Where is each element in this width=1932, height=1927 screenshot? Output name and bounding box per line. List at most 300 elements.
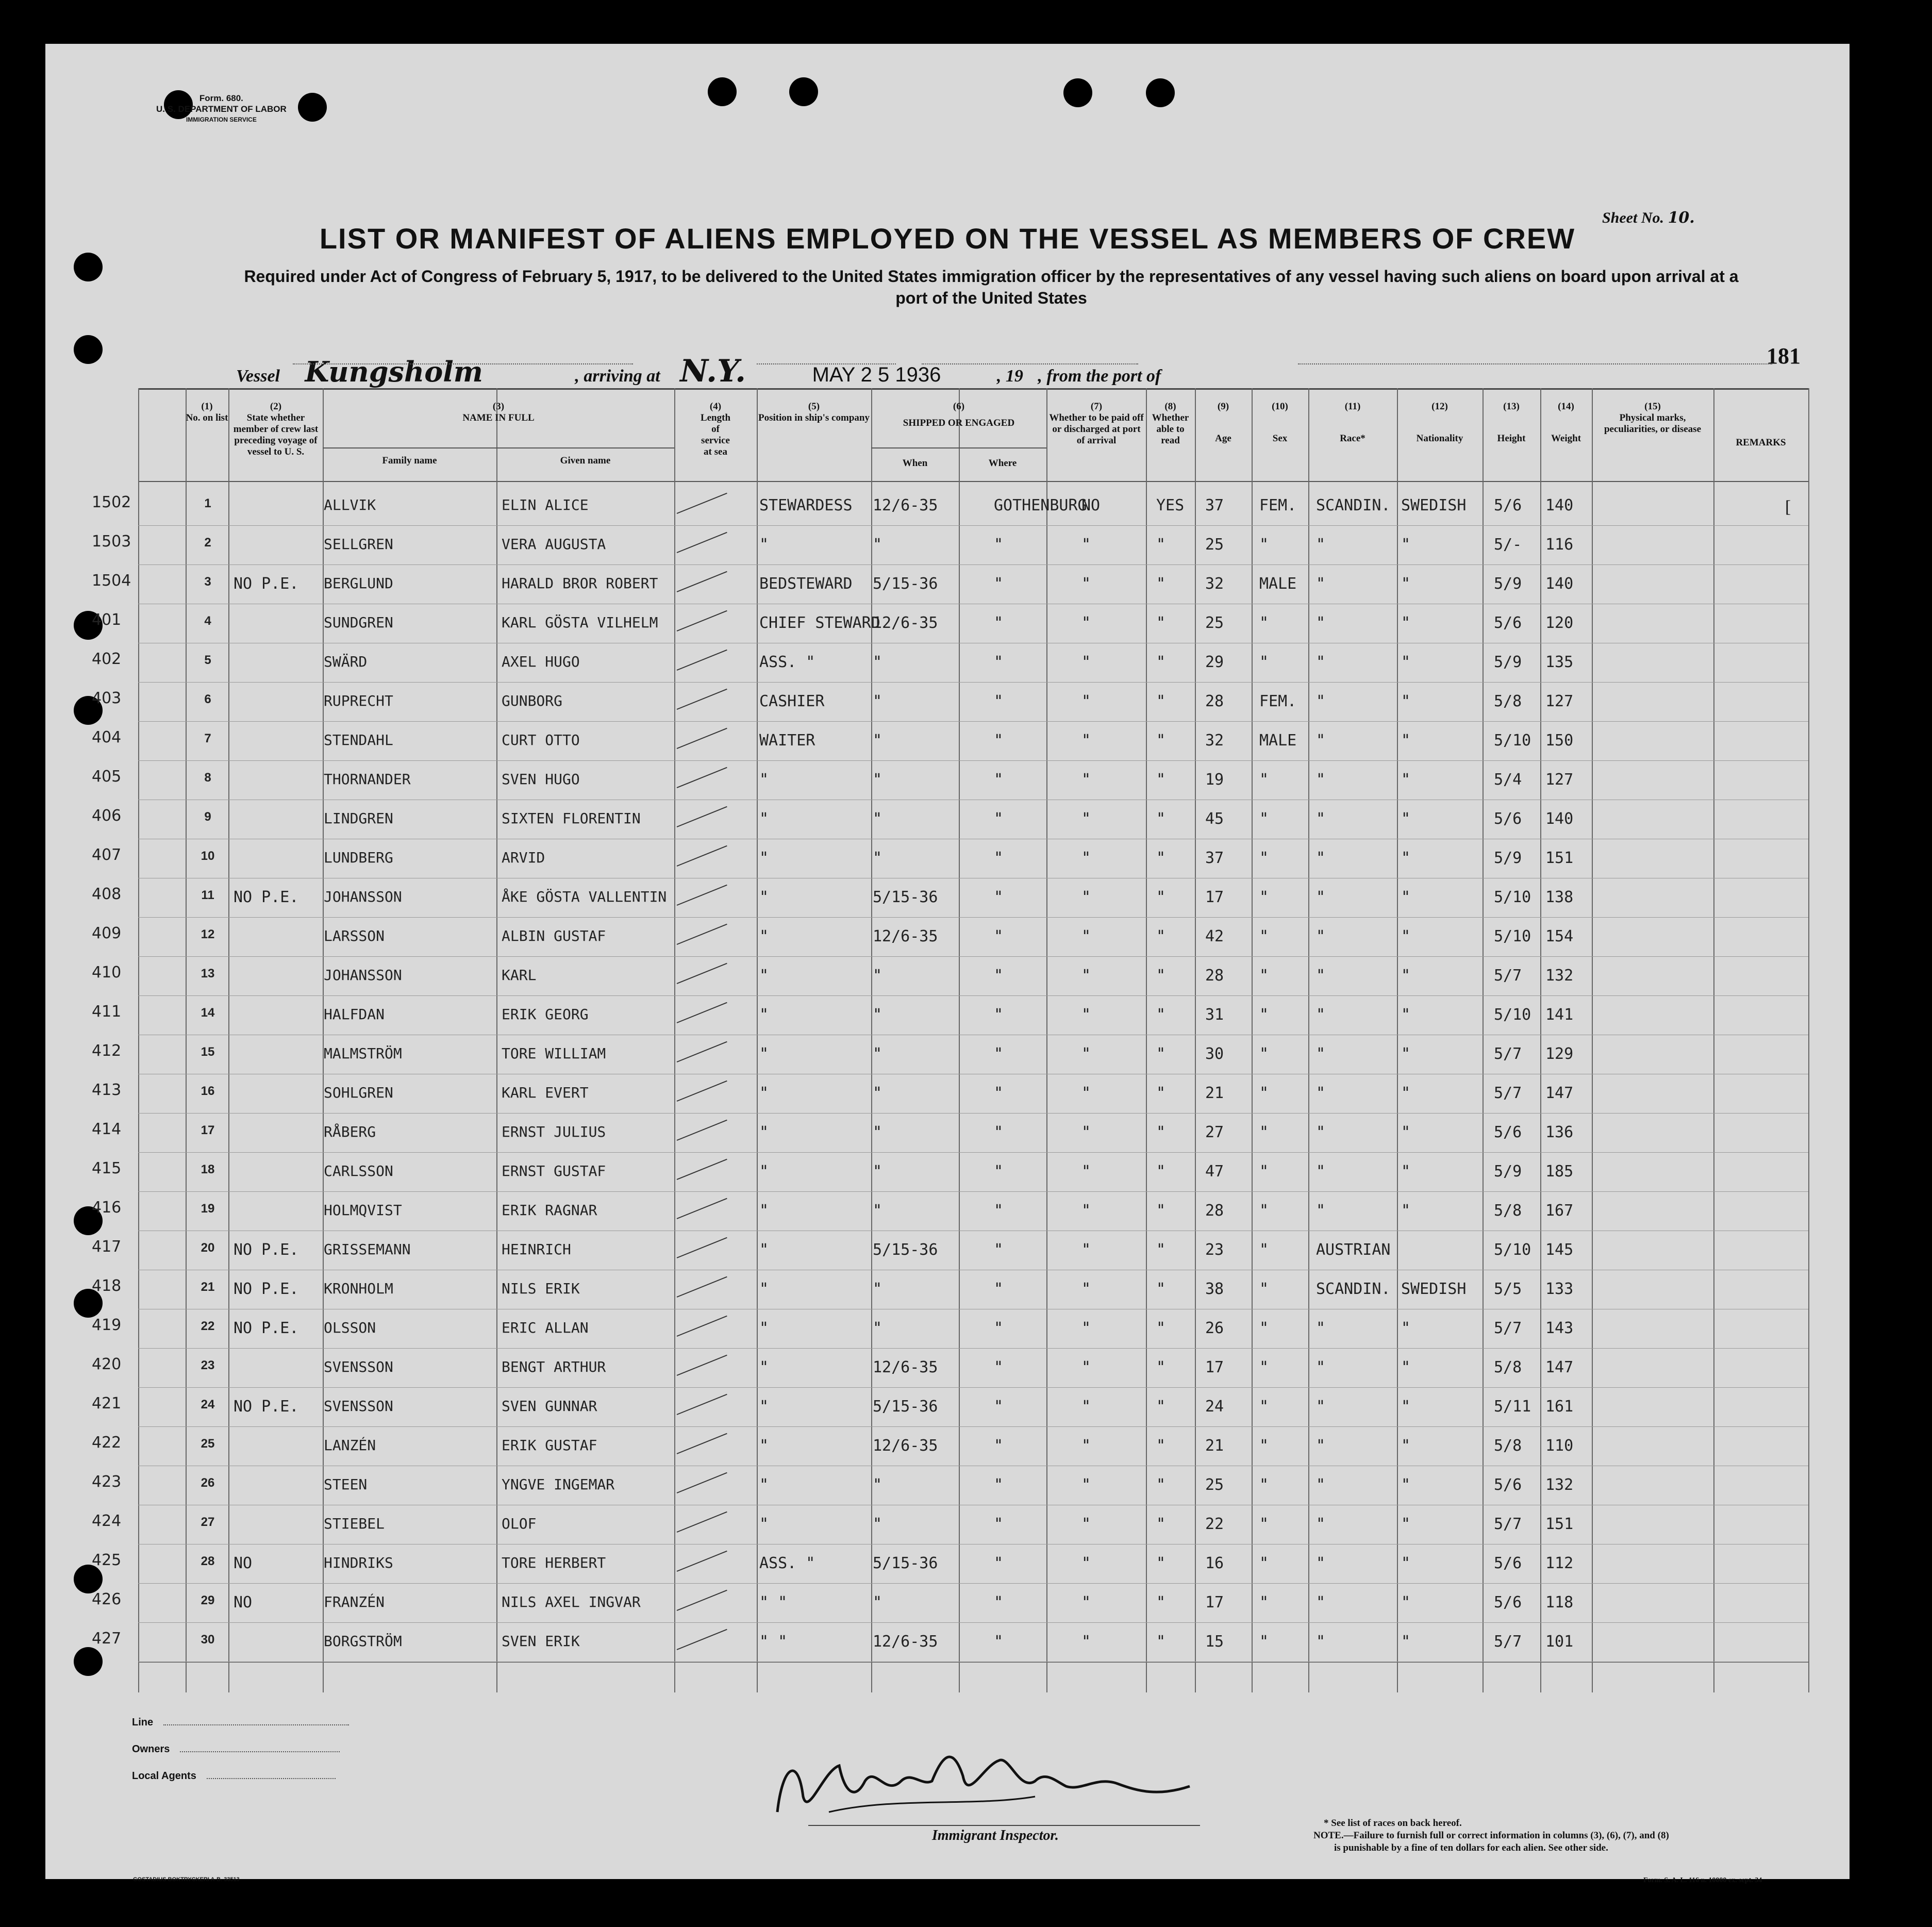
cell-nationality: " — [1401, 575, 1411, 593]
from-port-label: , from the port of — [1038, 367, 1161, 386]
cell-sex: FEM. — [1259, 692, 1297, 710]
cell-height: 5/6 — [1494, 810, 1522, 828]
row-reference-number: 403 — [92, 689, 122, 707]
cell-row-number: 16 — [201, 1084, 215, 1098]
col-number-label: (2) — [270, 401, 282, 412]
row-reference-number: 408 — [92, 885, 122, 903]
cell-nationality: " — [1401, 653, 1411, 671]
owners-label: Owners — [132, 1743, 170, 1755]
cell-shipped-when: " — [873, 1476, 882, 1494]
cell-given-name: GUNBORG — [502, 692, 563, 709]
col-number-label: (8) — [1164, 401, 1176, 412]
cell-weight: 127 — [1545, 692, 1574, 710]
cell-shipped-where: " — [994, 1633, 1004, 1651]
cell-shipped-where: " — [994, 1123, 1004, 1141]
cell-paid-off: " — [1081, 1398, 1091, 1416]
cell-age: 30 — [1205, 1045, 1224, 1063]
cell-sex: MALE — [1259, 732, 1297, 750]
col-head-length-of-service — [674, 401, 757, 458]
cell-nationality: " — [1401, 1045, 1411, 1063]
row-reference-number: 416 — [92, 1199, 122, 1217]
col-head-height — [1483, 401, 1540, 444]
row-reference-number: 407 — [92, 846, 122, 864]
cell-row-number: 3 — [204, 575, 211, 589]
footnote — [1313, 1817, 1669, 1854]
cell-given-name: YNGVE INGEMAR — [502, 1476, 615, 1493]
cell-row-number: 30 — [201, 1633, 215, 1647]
cell-nationality: " — [1401, 771, 1411, 789]
col-head-paid-off — [1047, 401, 1145, 446]
cell-sex: " — [1259, 1554, 1269, 1572]
row-reference-number: 427 — [92, 1630, 122, 1648]
service-tick-mark — [677, 493, 727, 514]
cell-family-name: THORNANDER — [324, 771, 411, 788]
cell-height: 5/9 — [1494, 575, 1522, 593]
cell-weight: 161 — [1545, 1398, 1574, 1416]
cell-nationality: " — [1401, 810, 1411, 828]
row-reference-number: 1503 — [92, 533, 131, 551]
cell-family-name: LANZÉN — [324, 1437, 376, 1454]
cell-nationality: " — [1401, 1084, 1411, 1102]
cell-shipped-where: " — [994, 1593, 1004, 1612]
cell-sex: " — [1259, 849, 1269, 867]
cell-previous-voyage: NO — [234, 1593, 253, 1612]
cell-given-name: ALBIN GUSTAF — [502, 927, 606, 944]
col-rule — [138, 388, 139, 1692]
col-rule — [757, 388, 758, 1692]
cell-given-name: ERIK GUSTAF — [502, 1437, 597, 1454]
col-rule — [1713, 388, 1714, 1692]
cell-able-to-read: " — [1156, 1006, 1166, 1024]
cell-given-name: ELIN ALICE — [502, 496, 589, 513]
service-tick-mark — [677, 1276, 727, 1298]
cell-height: 5/8 — [1494, 692, 1522, 710]
cell-sex: " — [1259, 1319, 1269, 1337]
row-reference-number: 424 — [92, 1512, 122, 1530]
cell-race: " — [1316, 1554, 1326, 1572]
cell-shipped-where: " — [994, 1515, 1004, 1533]
cell-given-name: ERIK RAGNAR — [502, 1202, 597, 1219]
cell-weight: 116 — [1545, 536, 1574, 554]
cell-paid-off: " — [1081, 1006, 1091, 1024]
cell-sex: " — [1259, 1045, 1269, 1063]
cell-race: " — [1316, 1123, 1326, 1141]
cell-shipped-where: " — [994, 575, 1004, 593]
cell-able-to-read: " — [1156, 849, 1166, 867]
cell-nationality: " — [1401, 536, 1411, 554]
cell-position: " — [759, 1515, 769, 1533]
cell-height: 5/10 — [1494, 1241, 1531, 1259]
cell-race: " — [1316, 1398, 1326, 1416]
cell-age: 47 — [1205, 1162, 1224, 1181]
cell-paid-off: " — [1081, 1515, 1091, 1533]
cell-shipped-when: " — [873, 1280, 882, 1298]
cell-shipped-when: 12/6-35 — [873, 1633, 938, 1651]
cell-paid-off: NO — [1081, 496, 1101, 514]
punch-hole — [74, 335, 103, 364]
cell-age: 42 — [1205, 927, 1224, 945]
cell-sex: " — [1259, 1162, 1269, 1181]
cell-paid-off: " — [1081, 614, 1091, 632]
cell-family-name: HINDRIKS — [324, 1554, 393, 1571]
col-title: State whether member of crew last preceding voyage of vessel to U. S. — [233, 412, 319, 457]
col-title: Whether able to read — [1152, 412, 1189, 446]
sheet-number-value: 10. — [1668, 209, 1695, 227]
cell-given-name: SIXTEN FLORENTIN — [502, 810, 641, 827]
cell-nationality: " — [1401, 967, 1411, 985]
cell-age: 24 — [1205, 1398, 1224, 1416]
cell-weight: 140 — [1545, 575, 1574, 593]
vessel-name: Kungsholm — [305, 355, 483, 388]
cell-able-to-read: " — [1156, 1123, 1166, 1141]
service-tick-mark — [677, 1511, 727, 1533]
cell-family-name: SWÄRD — [324, 653, 368, 670]
cell-sex: " — [1259, 1202, 1269, 1220]
col-number-label: (9) — [1217, 401, 1229, 412]
cell-given-name: ERNST GUSTAF — [502, 1162, 606, 1180]
row-reference-number: 402 — [92, 650, 122, 668]
cell-weight: 141 — [1545, 1006, 1574, 1024]
row-rule — [138, 995, 1808, 996]
cell-paid-off: " — [1081, 771, 1091, 789]
cell-weight: 101 — [1545, 1633, 1574, 1651]
footnote-note: NOTE.—Failure to furnish full or correct information in columns (3), (6), (7), and (8) — [1313, 1830, 1669, 1841]
cell-nationality: SWEDISH — [1401, 1280, 1467, 1298]
table-top-rule — [138, 388, 1808, 390]
cell-sex: " — [1259, 810, 1269, 828]
cell-age: 27 — [1205, 1123, 1224, 1141]
cell-race: " — [1316, 1162, 1326, 1181]
service-tick-mark — [677, 963, 727, 984]
cell-nationality: " — [1401, 888, 1411, 906]
cell-weight: 140 — [1545, 496, 1574, 514]
service-tick-mark — [677, 1316, 727, 1337]
cell-age: 21 — [1205, 1084, 1224, 1102]
cell-shipped-when: " — [873, 536, 882, 554]
row-reference-number: 413 — [92, 1081, 122, 1099]
cell-row-number: 20 — [201, 1241, 215, 1255]
cell-height: 5/8 — [1494, 1437, 1522, 1455]
cell-family-name: SUNDGREN — [324, 614, 393, 631]
cell-able-to-read: " — [1156, 1633, 1166, 1651]
row-reference-number: 405 — [92, 768, 122, 786]
cell-shipped-when: " — [873, 692, 882, 710]
row-reference-number: 418 — [92, 1277, 122, 1295]
cell-row-number: 9 — [204, 810, 211, 824]
row-reference-number: 417 — [92, 1238, 122, 1256]
col-number-label: (12) — [1431, 401, 1448, 412]
cell-shipped-where: " — [994, 1476, 1004, 1494]
cell-height: 5/5 — [1494, 1280, 1522, 1298]
cell-given-name: ÅKE GÖSTA VALLENTIN — [502, 888, 667, 905]
cell-weight: 135 — [1545, 653, 1574, 671]
cell-race: " — [1316, 692, 1326, 710]
row-reference-number: 401 — [92, 611, 122, 629]
cell-weight: 140 — [1545, 810, 1574, 828]
row-rule — [138, 525, 1808, 526]
col-title: Whether to be paid off or discharged at port of arrival — [1049, 412, 1144, 446]
cell-nationality: " — [1401, 1202, 1411, 1220]
col-head-given-name: Given name — [560, 455, 611, 466]
cell-shipped-when: " — [873, 1123, 882, 1141]
cell-position: " — [759, 849, 769, 867]
cell-given-name: KARL EVERT — [502, 1084, 589, 1101]
cell-age: 37 — [1205, 849, 1224, 867]
punch-hole — [298, 93, 327, 122]
cell-position: " — [759, 1241, 769, 1259]
cell-shipped-when: 12/6-35 — [873, 614, 938, 632]
cell-sex: " — [1259, 1280, 1269, 1298]
cell-family-name: GRISSEMANN — [324, 1241, 411, 1258]
cell-age: 17 — [1205, 1593, 1224, 1612]
cell-paid-off: " — [1081, 653, 1091, 671]
cell-family-name: CARLSSON — [324, 1162, 393, 1180]
cell-nationality: " — [1401, 927, 1411, 945]
cell-weight: 154 — [1545, 927, 1574, 945]
cell-sex: MALE — [1259, 575, 1297, 593]
cell-age: 22 — [1205, 1515, 1224, 1533]
cell-position: BEDSTEWARD — [759, 575, 853, 593]
manifest-sheet — [45, 44, 1850, 1884]
cell-weight: 136 — [1545, 1123, 1574, 1141]
cell-shipped-where: " — [994, 653, 1004, 671]
cell-paid-off: " — [1081, 1633, 1091, 1651]
cell-shipped-where: " — [994, 536, 1004, 554]
col-head-when: When — [902, 458, 928, 469]
cell-able-to-read: " — [1156, 1515, 1166, 1533]
row-rule — [138, 1113, 1808, 1114]
cell-age: 15 — [1205, 1633, 1224, 1651]
cell-nationality: " — [1401, 614, 1411, 632]
cell-row-number: 22 — [201, 1319, 215, 1333]
cell-age: 32 — [1205, 575, 1224, 593]
cell-position: WAITER — [759, 732, 815, 750]
col-title: Age — [1215, 433, 1231, 444]
cell-family-name: SVENSSON — [324, 1358, 393, 1375]
row-reference-number: 425 — [92, 1551, 122, 1569]
service-tick-mark — [677, 806, 727, 827]
cell-able-to-read: " — [1156, 810, 1166, 828]
cell-weight: 150 — [1545, 732, 1574, 750]
cell-given-name: SVEN ERIK — [502, 1633, 580, 1650]
cell-sex: " — [1259, 1437, 1269, 1455]
cell-shipped-where: " — [994, 1554, 1004, 1572]
cell-family-name: FRANZÉN — [324, 1593, 385, 1610]
cell-shipped-when: " — [873, 1202, 882, 1220]
col-rule — [228, 388, 229, 1692]
cell-able-to-read: " — [1156, 1202, 1166, 1220]
col-number-label: (11) — [1344, 401, 1361, 412]
col-rule — [1592, 388, 1593, 1692]
service-tick-mark — [677, 1198, 727, 1219]
cell-race: " — [1316, 1006, 1326, 1024]
cell-shipped-when: 5/15-36 — [873, 888, 938, 906]
cell-weight: 167 — [1545, 1202, 1574, 1220]
cell-row-number: 19 — [201, 1202, 215, 1216]
service-tick-mark — [677, 1590, 727, 1611]
col-head-family-name: Family name — [382, 455, 437, 466]
punch-hole — [74, 1647, 103, 1676]
col-title: NAME IN FULL — [462, 412, 535, 423]
service-tick-mark — [677, 1355, 727, 1376]
name-subhead-rule — [323, 447, 674, 448]
col-number-label: (3) — [492, 401, 505, 412]
cell-able-to-read: " — [1156, 1476, 1166, 1494]
header-bottom-rule — [138, 481, 1808, 482]
cell-paid-off: " — [1081, 1476, 1091, 1494]
cell-weight: 143 — [1545, 1319, 1574, 1337]
cell-age: 19 — [1205, 771, 1224, 789]
cell-shipped-when: 5/15-36 — [873, 1241, 938, 1259]
cell-given-name: KARL — [502, 967, 537, 984]
service-tick-mark — [677, 728, 727, 749]
cell-paid-off: " — [1081, 1593, 1091, 1612]
col-rule — [1808, 388, 1809, 1692]
cell-sex: " — [1259, 771, 1269, 789]
row-reference-number: 426 — [92, 1590, 122, 1608]
cell-race: " — [1316, 1045, 1326, 1063]
cell-race: " — [1316, 614, 1326, 632]
cell-sex: " — [1259, 1358, 1269, 1376]
cell-row-number: 15 — [201, 1045, 215, 1059]
cell-position: ASS. " — [759, 1554, 815, 1572]
row-rule — [138, 721, 1808, 722]
cell-shipped-when: " — [873, 1593, 882, 1612]
cell-weight: 132 — [1545, 1476, 1574, 1494]
col-rule — [959, 388, 960, 1692]
cell-race: " — [1316, 771, 1326, 789]
service-label: IMMIGRATION SERVICE — [186, 116, 257, 123]
service-tick-mark — [677, 1081, 727, 1102]
cell-age: 28 — [1205, 967, 1224, 985]
cell-given-name: VERA AUGUSTA — [502, 536, 606, 553]
page-title: LIST OR MANIFEST OF ALIENS EMPLOYED ON THE VESSEL AS MEMBERS OF CREW — [319, 222, 1576, 255]
cell-family-name: MALMSTRÖM — [324, 1045, 402, 1062]
service-tick-mark — [677, 1041, 727, 1062]
footnote-races: * See list of races on back hereof. — [1324, 1818, 1462, 1829]
cell-height: 5/10 — [1494, 927, 1531, 945]
cell-position: " — [759, 1319, 769, 1337]
vessel-line — [236, 353, 1783, 389]
local-agents-label: Local Agents — [132, 1770, 196, 1782]
cell-previous-voyage: NO P.E. — [234, 1280, 299, 1298]
cell-row-number: 17 — [201, 1123, 215, 1137]
cell-shipped-when: " — [873, 967, 882, 985]
cell-position: " — [759, 1437, 769, 1455]
service-tick-mark — [677, 1237, 727, 1258]
cell-able-to-read: " — [1156, 1045, 1166, 1063]
cell-height: 5/6 — [1494, 1593, 1522, 1612]
row-rule — [138, 1191, 1808, 1192]
cell-sex: " — [1259, 1476, 1269, 1494]
cell-paid-off: " — [1081, 927, 1091, 945]
cell-height: 5/6 — [1494, 1554, 1522, 1572]
cell-height: 5/- — [1494, 536, 1522, 554]
col-head-remarks: REMARKS — [1736, 437, 1786, 448]
cell-nationality: " — [1401, 1554, 1411, 1572]
cell-able-to-read: " — [1156, 536, 1166, 554]
cell-sex: " — [1259, 1241, 1269, 1259]
cell-sex: " — [1259, 1633, 1269, 1651]
row-rule — [138, 1387, 1808, 1388]
cell-position: " — [759, 1084, 769, 1102]
cell-height: 5/4 — [1494, 771, 1522, 789]
cell-sex: " — [1259, 1593, 1269, 1612]
cell-position: " — [759, 927, 769, 945]
cell-able-to-read: " — [1156, 1241, 1166, 1259]
col-head-previous-voyage — [230, 401, 322, 458]
col-head-where: Where — [988, 458, 1017, 469]
col-head-position — [757, 401, 871, 424]
service-tick-mark — [677, 571, 727, 592]
cell-shipped-when: " — [873, 1319, 882, 1337]
cell-paid-off: " — [1081, 1162, 1091, 1181]
cell-able-to-read: " — [1156, 1398, 1166, 1416]
cell-row-number: 29 — [201, 1593, 215, 1607]
col-title: SHIPPED OR ENGAGED — [903, 418, 1015, 428]
cell-row-number: 5 — [204, 653, 211, 667]
punch-hole — [1146, 78, 1175, 107]
cell-age: 26 — [1205, 1319, 1224, 1337]
row-rule — [138, 1152, 1808, 1153]
cell-row-number: 10 — [201, 849, 215, 863]
cell-position: " — [759, 1398, 769, 1416]
cell-shipped-when: " — [873, 1084, 882, 1102]
inspector-signature — [767, 1735, 1221, 1830]
cell-paid-off: " — [1081, 536, 1091, 554]
cell-nationality: " — [1401, 1633, 1411, 1651]
cell-position: CASHIER — [759, 692, 825, 710]
row-reference-number: 420 — [92, 1355, 122, 1373]
col-head-race — [1308, 401, 1397, 444]
cell-weight: 133 — [1545, 1280, 1574, 1298]
cell-shipped-when: 5/15-36 — [873, 1398, 938, 1416]
cell-age: 38 — [1205, 1280, 1224, 1298]
col-rule — [1146, 388, 1147, 1692]
col-title: Weight — [1551, 433, 1581, 444]
cell-age: 32 — [1205, 732, 1224, 750]
row-reference-number: 412 — [92, 1042, 122, 1060]
cell-paid-off: " — [1081, 1202, 1091, 1220]
cell-shipped-where: " — [994, 1319, 1004, 1337]
cell-previous-voyage: NO P.E. — [234, 1319, 299, 1337]
cell-position: " — [759, 1358, 769, 1376]
cell-shipped-when: 5/15-36 — [873, 575, 938, 593]
cell-given-name: HARALD BROR ROBERT — [502, 575, 658, 592]
cell-given-name: ERIK GEORG — [502, 1006, 589, 1023]
col-head-weight — [1540, 401, 1592, 444]
inspector-label: Immigrant Inspector. — [932, 1828, 1059, 1843]
row-reference-number: 1502 — [92, 493, 131, 511]
cell-sex: " — [1259, 614, 1269, 632]
col-head-physical-marks — [1592, 401, 1713, 435]
cell-nationality: " — [1401, 1437, 1411, 1455]
col-head-sex — [1252, 401, 1308, 444]
row-rule — [138, 956, 1808, 957]
cell-race: " — [1316, 653, 1326, 671]
service-tick-mark — [677, 1472, 727, 1493]
col-number-label: (4) — [709, 401, 722, 412]
col-rule — [1046, 388, 1047, 1692]
cell-race: " — [1316, 732, 1326, 750]
cell-age: 29 — [1205, 653, 1224, 671]
cell-race: " — [1316, 1358, 1326, 1376]
cell-height: 5/10 — [1494, 1006, 1531, 1024]
cell-paid-off: " — [1081, 1241, 1091, 1259]
cell-able-to-read: YES — [1156, 496, 1185, 514]
vessel-field-line — [293, 363, 633, 364]
cell-position: " — [759, 888, 769, 906]
